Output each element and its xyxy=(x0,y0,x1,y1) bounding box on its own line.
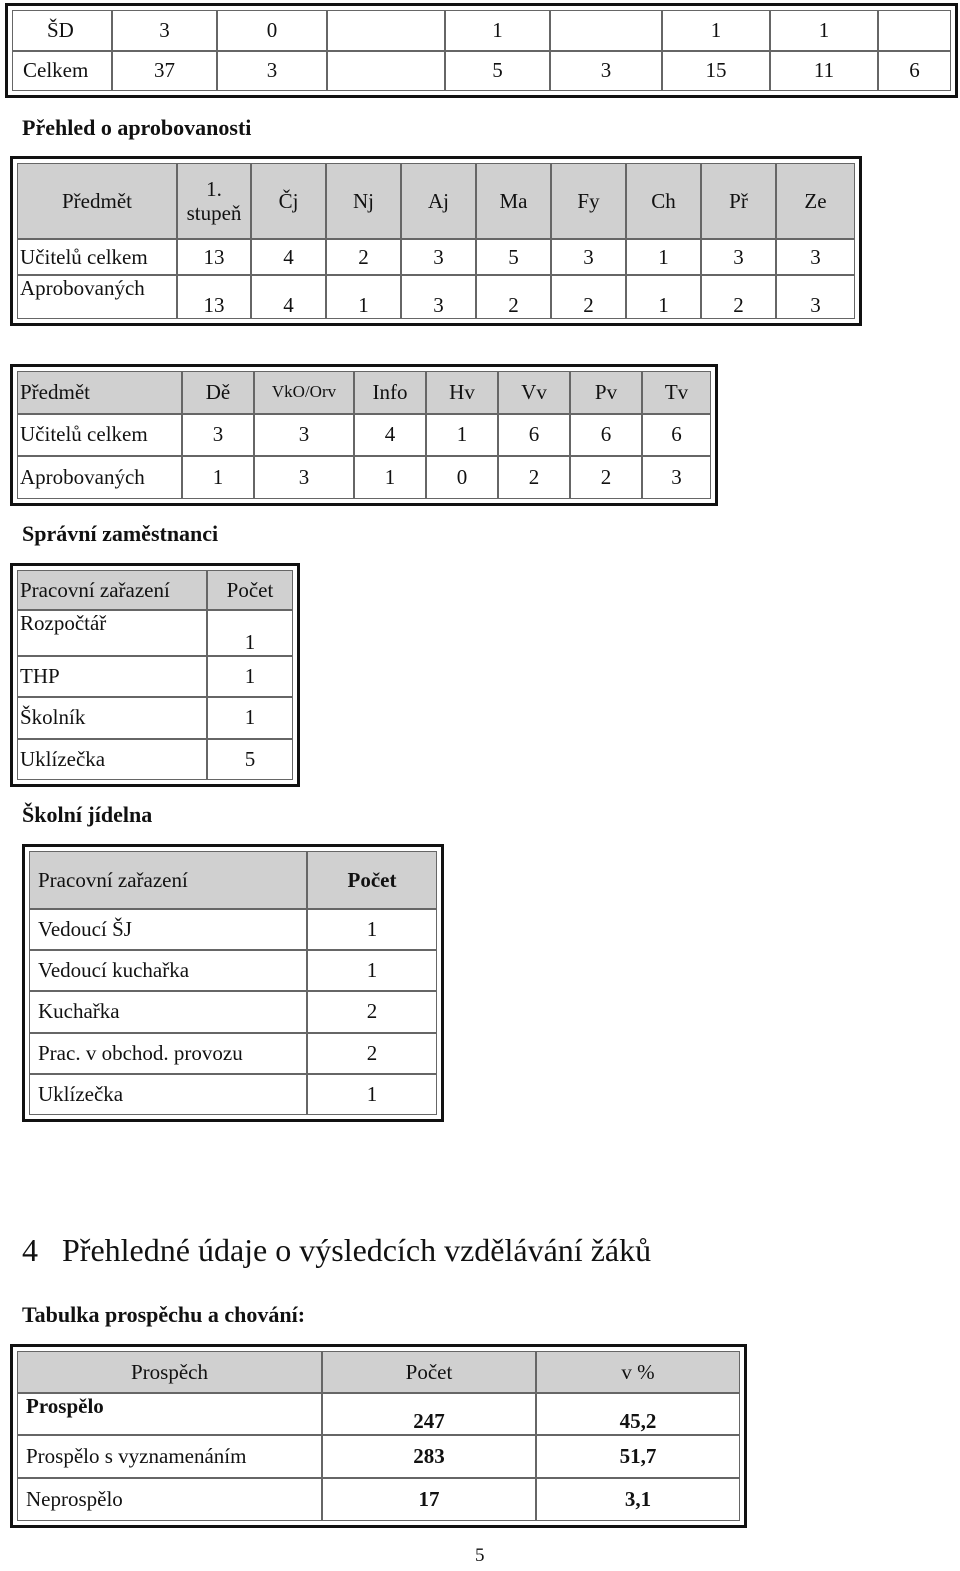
table-header-cell: Počet xyxy=(207,570,293,610)
table-cell: Prospělo s vyznamenáním xyxy=(17,1435,322,1478)
table-header-row xyxy=(17,371,711,414)
header-line: 1. xyxy=(206,177,222,201)
table-cell: 1 xyxy=(307,909,437,950)
table-cell: 2 xyxy=(498,456,570,499)
table-cell: 2 xyxy=(551,275,626,319)
table-cell: 5 xyxy=(445,51,550,92)
table-header-cell: Ma xyxy=(476,163,551,239)
table-header-cell: Fy xyxy=(551,163,626,239)
table-cell: Prac. v obchod. provozu xyxy=(29,1033,307,1074)
table-cell: 3 xyxy=(254,456,354,499)
table-cell: Rozpočtář xyxy=(17,610,207,656)
table-cell xyxy=(550,10,662,51)
table-header-cell: Ze xyxy=(776,163,855,239)
table-cell: Neprospělo xyxy=(17,1478,322,1521)
table-cell: Vedoucí ŠJ xyxy=(29,909,307,950)
canteen-table xyxy=(22,844,444,1122)
table-cell: 3 xyxy=(401,275,476,319)
table-row xyxy=(29,1033,437,1074)
table-cell: 37 xyxy=(112,51,217,92)
table-cell: 4 xyxy=(354,414,426,457)
table-cell: 4 xyxy=(251,275,326,319)
table-cell: Učitelů celkem xyxy=(17,239,177,275)
table-cell: Aprobovaných xyxy=(17,275,177,319)
table-cell: 17 xyxy=(322,1478,536,1521)
table-header-cell: Nj xyxy=(326,163,401,239)
table-cell: 13 xyxy=(177,239,251,275)
table-header-cell: Čj xyxy=(251,163,326,239)
table-cell: 2 xyxy=(307,1033,437,1074)
table-cell: 3 xyxy=(701,239,776,275)
table-header-cell: Tv xyxy=(642,371,711,414)
table-cell: 5 xyxy=(207,739,293,780)
admin-staff-heading: Správní zaměstnanci xyxy=(22,521,219,546)
table-cell: 1 xyxy=(307,950,437,991)
table-row xyxy=(29,991,437,1032)
page-number: 5 xyxy=(475,1545,485,1566)
table-cell: 0 xyxy=(426,456,498,499)
table-row xyxy=(29,909,437,950)
table-cell: 6 xyxy=(878,51,951,92)
table-cell: 2 xyxy=(326,239,401,275)
table-cell: 2 xyxy=(570,456,642,499)
table-cell: 1 xyxy=(662,10,770,51)
table-cell xyxy=(327,10,445,51)
table-cell: 3,1 xyxy=(536,1478,740,1521)
table-cell: 1 xyxy=(626,239,701,275)
table-cell: Učitelů celkem xyxy=(17,414,182,457)
table-row xyxy=(17,414,711,457)
table-cell: Kuchařka xyxy=(29,991,307,1032)
table-row xyxy=(12,10,951,51)
table-cell: 1 xyxy=(207,656,293,697)
table-header-cell: Počet xyxy=(307,851,437,909)
table-cell: 1 xyxy=(207,610,293,656)
chapter-number: 4 xyxy=(22,1232,38,1268)
header-line: stupeň xyxy=(186,201,242,225)
table-cell: 1 xyxy=(770,10,878,51)
table-cell: 1 xyxy=(445,10,550,51)
table-header-cell: Hv xyxy=(426,371,498,414)
table-header-cell: Předmět xyxy=(17,163,177,239)
table-header-row xyxy=(17,163,855,239)
approbation-heading: Přehled o aprobovanosti xyxy=(22,115,252,140)
table-header-cell: Př xyxy=(701,163,776,239)
table-cell: 6 xyxy=(498,414,570,457)
table-cell: 1 xyxy=(354,456,426,499)
admin-staff-table xyxy=(10,563,300,787)
results-table xyxy=(10,1344,747,1528)
table-cell: 51,7 xyxy=(536,1435,740,1478)
table-cell: Uklízečka xyxy=(17,739,207,780)
table-header-row xyxy=(17,570,293,610)
table-cell: THP xyxy=(17,656,207,697)
approbation-table-2 xyxy=(10,364,718,506)
table-row xyxy=(17,239,855,275)
table-cell: 1 xyxy=(307,1074,437,1115)
table-cell: 3 xyxy=(401,239,476,275)
table-header-cell: Vv xyxy=(498,371,570,414)
table-cell: 1 xyxy=(207,697,293,738)
table-row xyxy=(17,739,293,780)
table-cell: 3 xyxy=(112,10,217,51)
canteen-heading: Školní jídelna xyxy=(22,802,153,827)
table-cell xyxy=(878,10,951,51)
table-cell: 1 xyxy=(426,414,498,457)
table-header-cell: Pv xyxy=(570,371,642,414)
table-cell: 247 xyxy=(322,1393,536,1435)
table-header-cell xyxy=(177,163,251,239)
table-header-row xyxy=(29,851,437,909)
table-cell: Prospělo xyxy=(17,1393,322,1435)
table-header-cell: v % xyxy=(536,1351,740,1393)
table-cell: 3 xyxy=(550,51,662,92)
table-header-cell: Prospěch xyxy=(17,1351,322,1393)
table-row xyxy=(12,51,951,92)
table-cell: 283 xyxy=(322,1435,536,1478)
table-row xyxy=(17,610,293,656)
table-row xyxy=(17,275,855,319)
table-row xyxy=(17,456,711,499)
table-cell: 2 xyxy=(307,991,437,1032)
table-row xyxy=(17,1478,740,1521)
chapter-heading xyxy=(22,1232,651,1269)
table-header-cell: Počet xyxy=(322,1351,536,1393)
table-header-cell: Předmět xyxy=(17,371,182,414)
table-header-cell: Pracovní zařazení xyxy=(29,851,307,909)
table-cell: 11 xyxy=(770,51,878,92)
table-cell xyxy=(327,51,445,92)
table-cell: 3 xyxy=(254,414,354,457)
table-cell: 2 xyxy=(701,275,776,319)
table-row xyxy=(17,1393,740,1435)
table-cell: 3 xyxy=(642,456,711,499)
table-header-cell: Info xyxy=(354,371,426,414)
table-cell: 45,2 xyxy=(536,1393,740,1435)
table-cell: Vedoucí kuchařka xyxy=(29,950,307,991)
table-cell: 6 xyxy=(642,414,711,457)
table-header-cell: Dě xyxy=(182,371,254,414)
top-table xyxy=(5,3,958,98)
table-cell: 1 xyxy=(182,456,254,499)
table-cell: 3 xyxy=(776,275,855,319)
table-cell: 3 xyxy=(551,239,626,275)
table-cell: Celkem xyxy=(12,51,112,92)
table-row xyxy=(17,697,293,738)
table-header-cell: VkO/Orv xyxy=(254,371,354,414)
results-heading: Tabulka prospěchu a chování: xyxy=(22,1302,306,1327)
table-header-row xyxy=(17,1351,740,1393)
table-header-cell: Aj xyxy=(401,163,476,239)
table-row xyxy=(17,656,293,697)
table-cell: 1 xyxy=(326,275,401,319)
chapter-title: Přehledné údaje o výsledcích vzdělávání žáků xyxy=(62,1232,652,1268)
table-row xyxy=(17,1435,740,1478)
table-cell: 0 xyxy=(217,10,327,51)
table-row xyxy=(29,950,437,991)
table-cell: Školník xyxy=(17,697,207,738)
table-cell: Aprobovaných xyxy=(17,456,182,499)
table-cell: Uklízečka xyxy=(29,1074,307,1115)
table-cell: 13 xyxy=(177,275,251,319)
table-header-cell: Pracovní zařazení xyxy=(17,570,207,610)
table-cell: 6 xyxy=(570,414,642,457)
table-cell: 4 xyxy=(251,239,326,275)
table-cell: 15 xyxy=(662,51,770,92)
table-cell: 2 xyxy=(476,275,551,319)
table-cell: 3 xyxy=(182,414,254,457)
table-header-cell: Ch xyxy=(626,163,701,239)
table-cell: 5 xyxy=(476,239,551,275)
table-cell: 3 xyxy=(776,239,855,275)
table-cell: 1 xyxy=(626,275,701,319)
table-row xyxy=(29,1074,437,1115)
table-cell: 3 xyxy=(217,51,327,92)
approbation-table-1 xyxy=(10,156,862,326)
table-cell: ŠD xyxy=(12,10,112,51)
